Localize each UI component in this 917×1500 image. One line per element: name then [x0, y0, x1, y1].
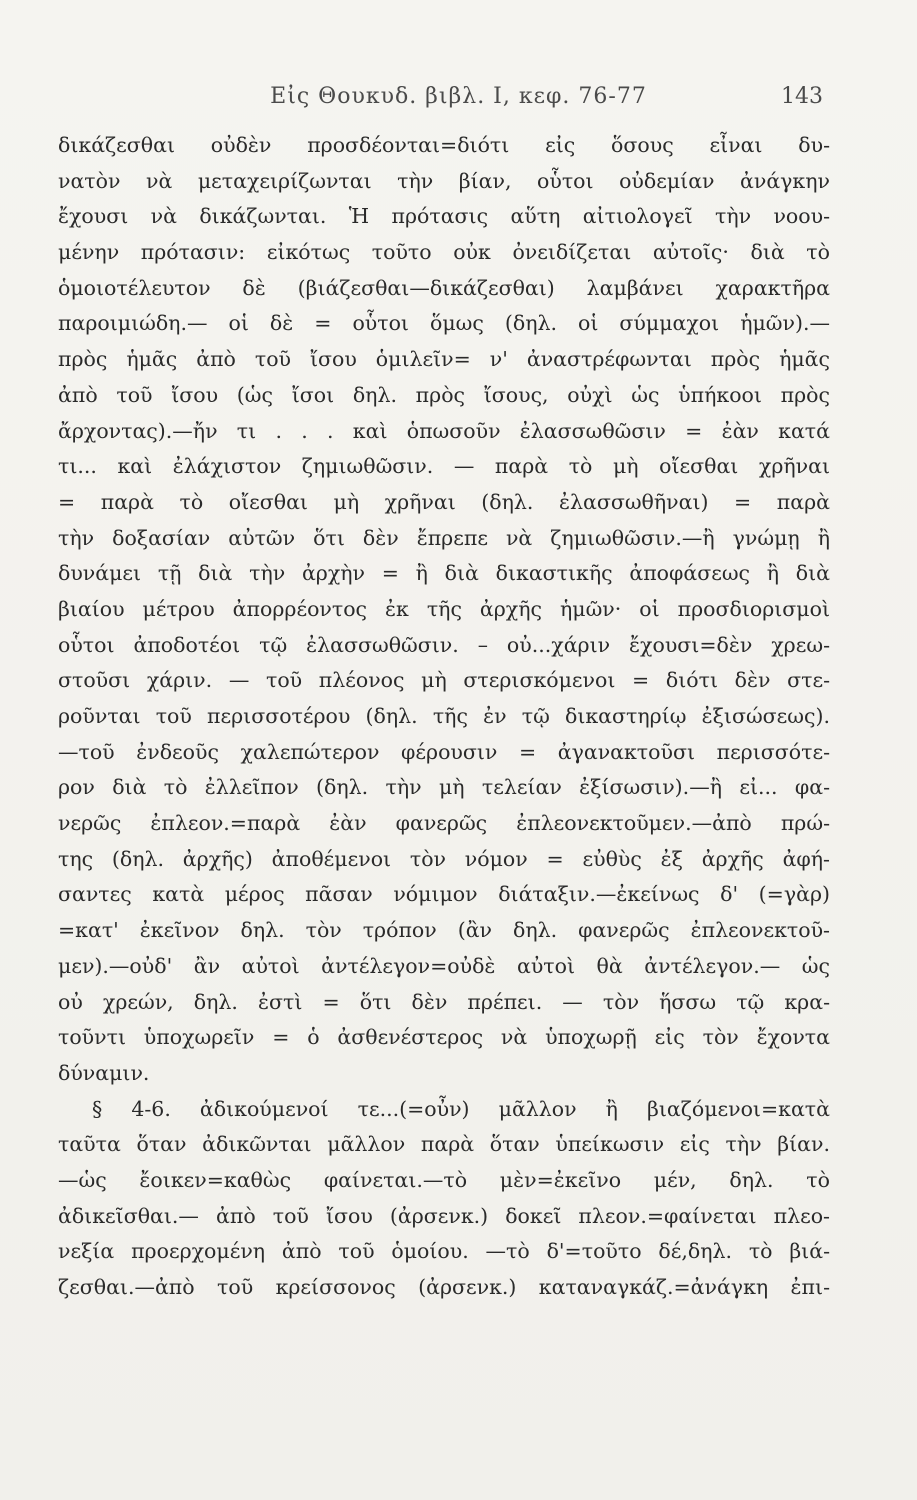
text-line: ἄρχοντας).—ἤν τι . . . καὶ ὁπωσοῦν ἐλασσωθῶσιν = ἐὰν κατά [58, 418, 830, 443]
text-line: μένην πρότασιν: εἰκότως τοῦτο οὐκ ὀνειδίζεται αὐτοῖς· διὰ τὸ [58, 240, 830, 265]
text-line: ἔχουσι νὰ δικάζωνται. Ἡ πρότασις αὕτη αἰτιολογεῖ τὴν νοου- [58, 204, 830, 229]
text-line: πρὸς ἡμᾶς ἀπὸ τοῦ ἴσου ὁμιλεῖν= ν' ἀναστρέφωνται πρὸς ἡμᾶς [58, 347, 830, 372]
text-line: παροιμιώδη.— οἱ δὲ = οὗτοι ὅμως (δηλ. οἱ σύμμαχοι ἡμῶν).— [58, 311, 830, 336]
text-line: νατὸν νὰ μεταχειρίζωνται τὴν βίαν, οὗτοι οὐδεμίαν ἀνάγκην [58, 168, 830, 193]
text-line: τοῦντι ὑποχωρεῖν = ὁ ἀσθενέστερος νὰ ὑποχωρῇ εἰς τὸν ἔχοντα [58, 1025, 830, 1050]
running-head [0, 84, 917, 120]
commentary-text [58, 128, 830, 1306]
text-line: —τοῦ ἐνδεοῦς χαλεπώτερον φέρουσιν = ἀγανακτοῦσι περισσότε- [58, 739, 830, 764]
text-line: = παρὰ τὸ οἴεσθαι μὴ χρῆναι (δηλ. ἐλασσωθῆναι) = παρὰ [58, 489, 830, 514]
text-line: δύναμιν. [58, 1060, 150, 1085]
text-line: οὗτοι ἀποδοτέοι τῷ ἐλασσωθῶσιν. – οὐ...χάριν ἔχουσι=δὲν χρεω- [58, 632, 830, 657]
text-line: ἀπὸ τοῦ ἴσου (ὡς ἴσοι δηλ. πρὸς ἴσους, οὐχὶ ὡς ὑπήκοοι πρὸς [58, 382, 830, 407]
running-title: Εἰς Θουκυδ. βιβλ. Ι, κεφ. 76-77 [270, 84, 647, 109]
text-line: σαντες κατὰ μέρος πᾶσαν νόμιμον διάταξιν.—ἐκείνως δ' (=γὰρ) [58, 882, 830, 907]
text-line: δυνάμει τῇ διὰ τὴν ἀρχὴν = ἢ διὰ δικαστικῆς ἀποφάσεως ἢ διὰ [58, 561, 830, 586]
text-line: ροῦνται τοῦ περισσοτέρου (δηλ. τῆς ἐν τῷ δικαστηρίῳ ἐξισώσεως). [58, 704, 830, 728]
text-line: ρον διὰ τὸ ἐλλεῖπον (δηλ. τὴν μὴ τελείαν ἐξίσωσιν).—ἢ εἰ... φα- [58, 775, 830, 800]
text-line: νεξία προερχομένη ἀπὸ τοῦ ὁμοίου. —τὸ δ'=τοῦτο δέ,δηλ. τὸ βιά- [58, 1239, 830, 1264]
text-line: τι... καὶ ἐλάχιστον ζημιωθῶσιν. — παρὰ τὸ μὴ οἴεσθαι χρῆναι [58, 454, 830, 479]
text-line: νερῶς ἐπλεον.=παρὰ ἐὰν φανερῶς ἐπλεονεκτοῦμεν.—ἀπὸ πρώ- [58, 811, 830, 836]
text-line: ζεσθαι.—ἀπὸ τοῦ κρείσσονος (ἀρσενκ.) καταναγκάζ.=ἀνάγκη ἐπι- [58, 1275, 830, 1299]
text-line: ὁμοιοτέλευτον δὲ (βιάζεσθαι—δικάζεσθαι) λαμβάνει χαρακτῆρα [58, 275, 830, 300]
text-line: ἀδικεῖσθαι.— ἀπὸ τοῦ ἴσου (ἀρσενκ.) δοκεῖ πλεον.=φαίνεται πλεο- [58, 1203, 830, 1228]
text-line: μεν).—οὐδ' ἂν αὐτοὶ ἀντέλεγον=οὐδὲ αὐτοὶ θὰ ἀντέλεγον.— ὡς [58, 953, 830, 978]
text-line: —ὡς ἔοικεν=καθὼς φαίνεται.—τὸ μὲν=ἐκεῖνο μέν, δηλ. τὸ [58, 1167, 830, 1192]
page-number: 143 [781, 84, 823, 109]
section-line: § 4-6. ἀδικούμενοί τε...(=οὖν) μᾶλλον ἢ βιαζόμενοι=κατὰ [92, 1096, 830, 1121]
text-line: στοῦσι χάριν. — τοῦ πλέονος μὴ στερισκόμενοι = διότι δὲν στε- [58, 668, 830, 693]
text-line: δικάζεσθαι οὐδὲν προσδέονται=διότι εἰς ὅσους εἶναι δυ- [58, 133, 830, 157]
text-line: ταῦτα ὅταν ἀδικῶνται μᾶλλον παρὰ ὅταν ὑπείκωσιν εἰς τὴν βίαν. [58, 1132, 830, 1157]
text-line: τὴν δοξασίαν αὐτῶν ὅτι δὲν ἔπρεπε νὰ ζημιωθῶσιν.—ἢ γνώμῃ ἢ [58, 525, 830, 550]
text-line: οὐ χρεών, δηλ. ἐστὶ = ὅτι δὲν πρέπει. — τὸν ἥσσω τῷ κρα- [58, 989, 830, 1014]
text-line: της (δηλ. ἀρχῆς) ἀποθέμενοι τὸν νόμον = εὐθὺς ἐξ ἀρχῆς ἀφή- [58, 846, 830, 871]
text-line: βιαίου μέτρου ἀπορρέοντος ἐκ τῆς ἀρχῆς ἡμῶν· οἱ προσδιορισμοὶ [58, 596, 830, 621]
text-line: =κατ' ἐκεῖνον δηλ. τὸν τρόπον (ἂν δηλ. φανερῶς ἐπλεονεκτοῦ- [58, 918, 830, 943]
